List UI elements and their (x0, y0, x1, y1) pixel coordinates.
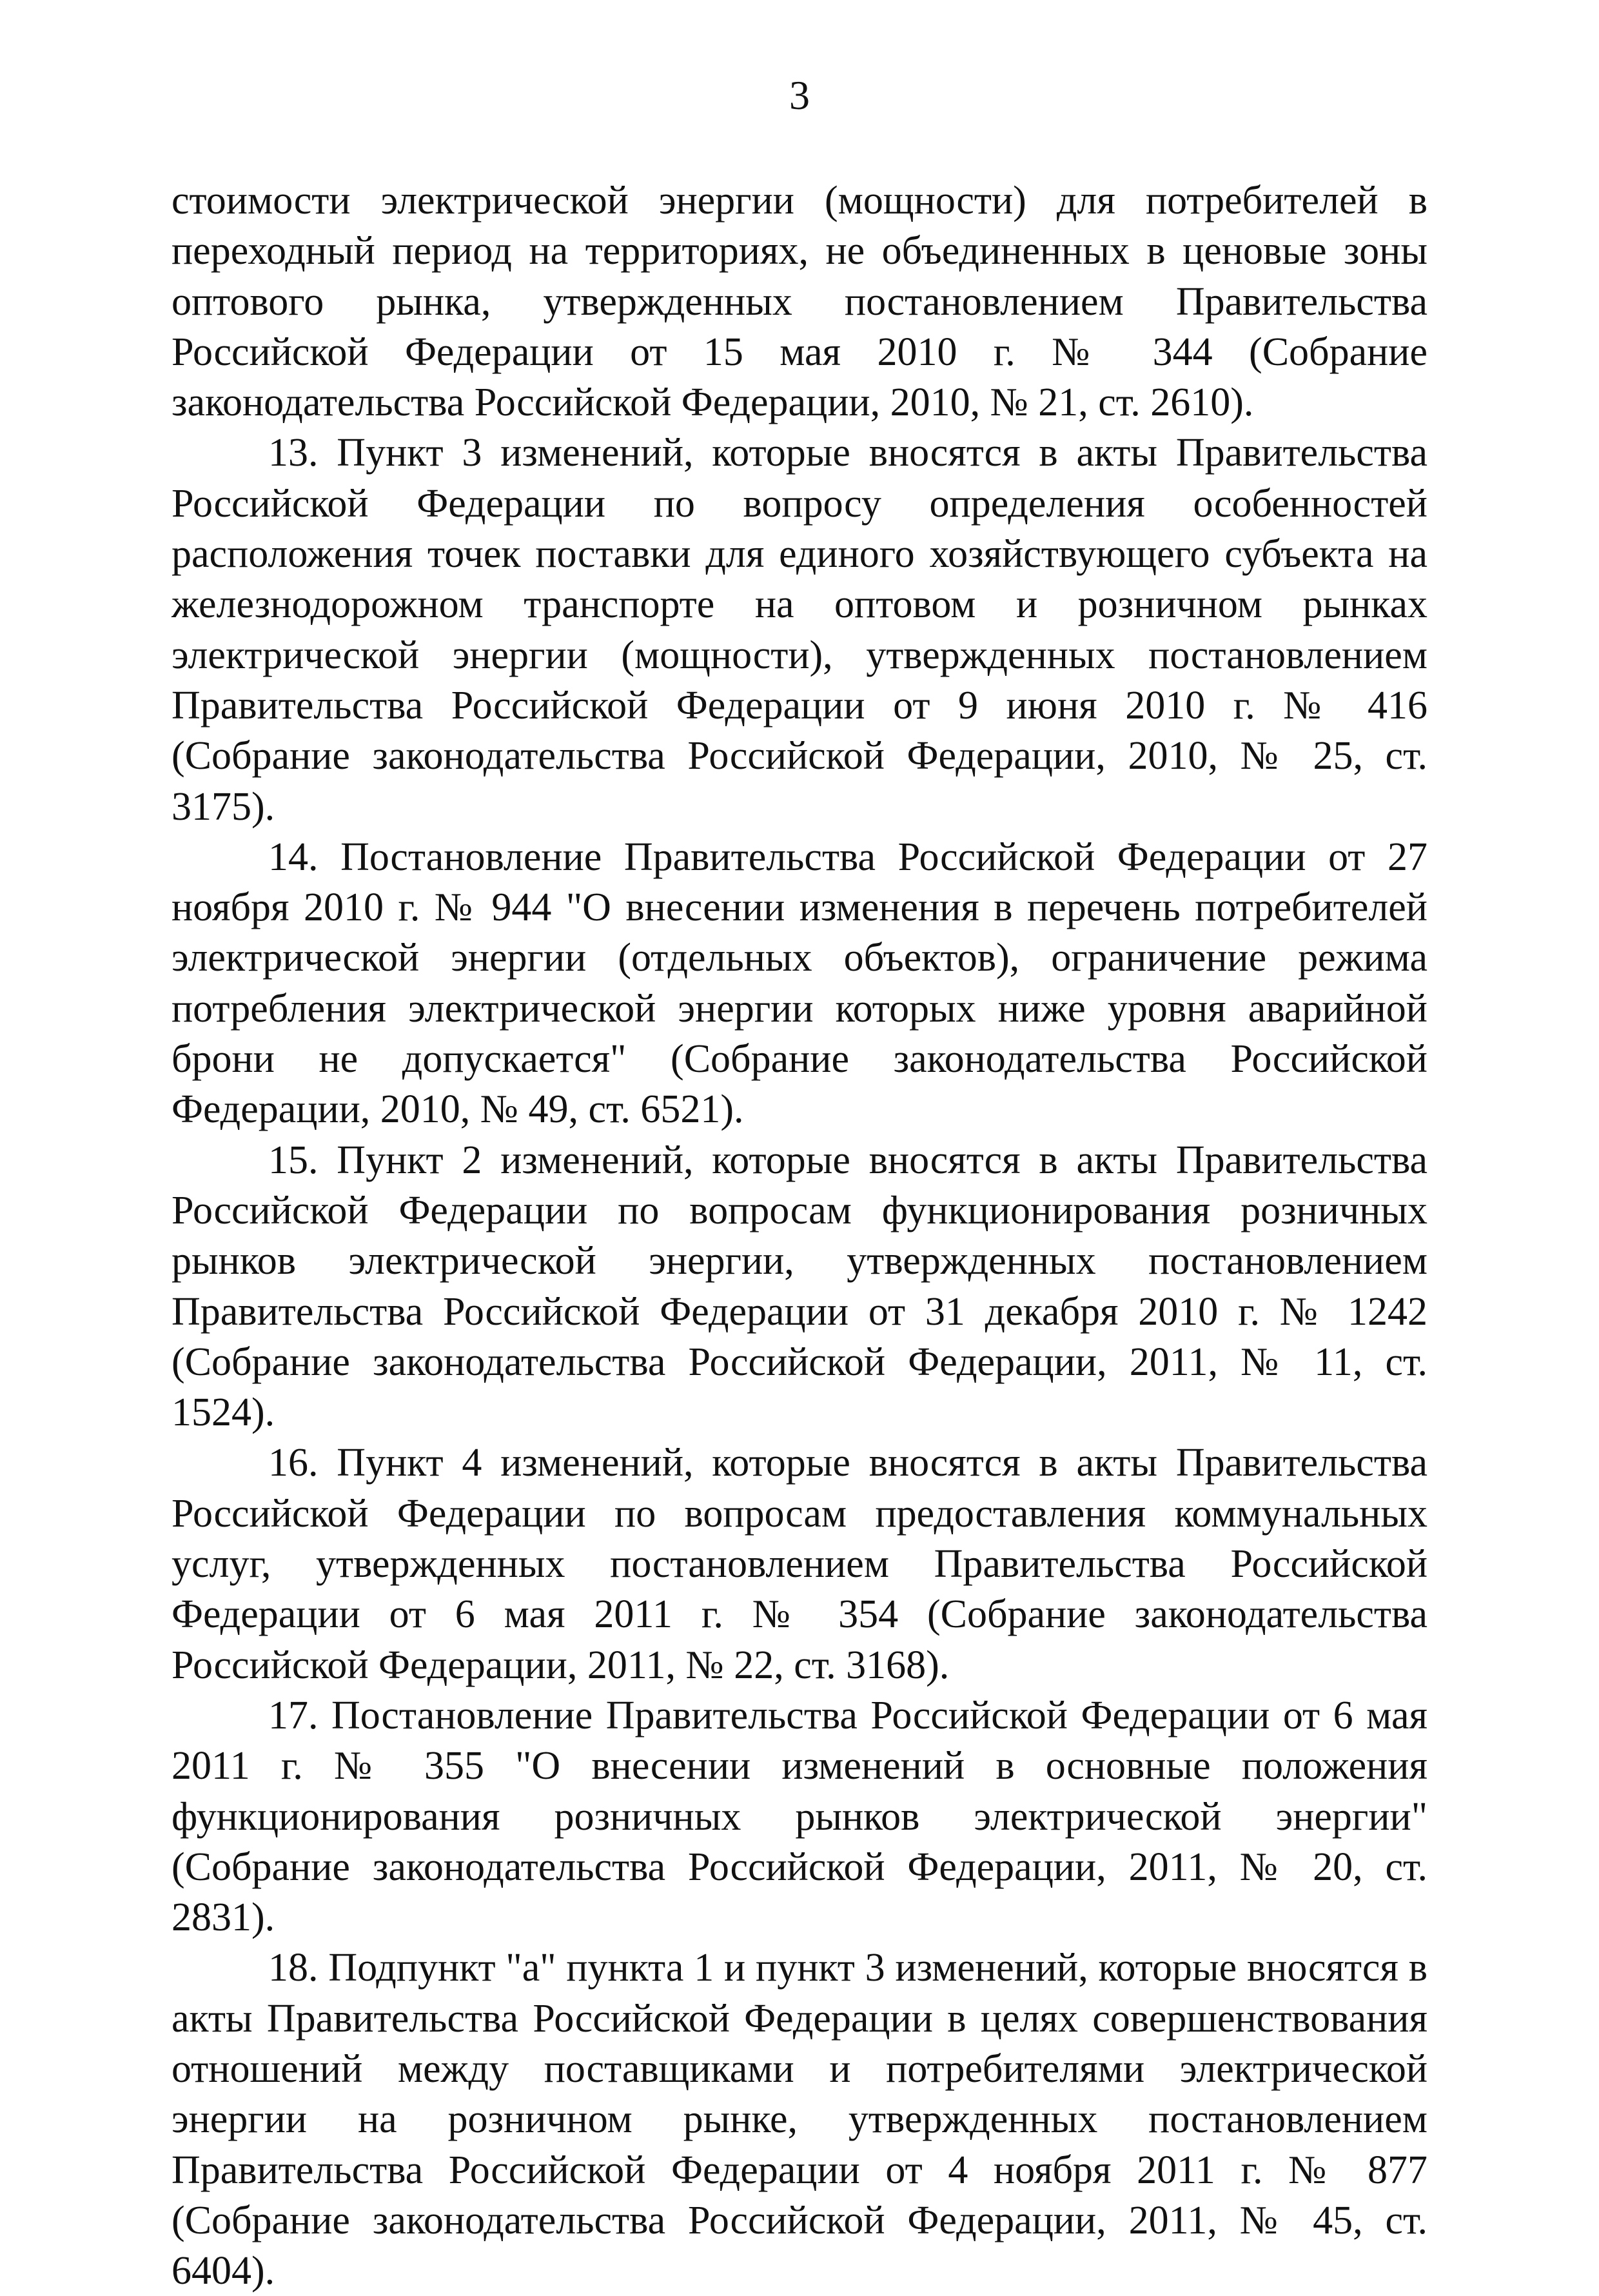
paragraph-item-18: 18. Подпункт "а" пункта 1 и пункт 3 изменений, которые вносятся в акты Правительства Российской Федерации в целях совершенствования отношений между поставщиками и потребителями электрической энергии на розничном рынке, утвержденных постановлением Правительства Российской Федерации от 4 ноября 2011 г. № 877 (Собрание законодательства Российской Федерации, 2011, № 45, ст. 6404). (172, 1946, 1427, 2293)
paragraph-item-17: 17. Постановление Правительства Российской Федерации от 6 мая 2011 г. № 355 "О внесении изменений в основные положения функционирования розничных рынков электрической энергии" (Собрание законодательства Российской Федерации, 2011, № 20, ст. 2831). (172, 1693, 1427, 1940)
document-body (172, 175, 1427, 2296)
paragraph-item-14: 14. Постановление Правительства Российской Федерации от 27 ноября 2010 г. № 944 "О внесении изменения в перечень потребителей электрической энергии (отдельных объектов), ограничение режима потребления электрической энергии которых ниже уровня аварийной брони не допускается" (Собрание законодательства Российской Федерации, 2010, № 49, ст. 6521). (172, 835, 1427, 1132)
paragraph-continuation: стоимости электрической энергии (мощности) для потребителей в переходный период на территориях, не объединенных в ценовые зоны оптового рынка, утвержденных постановлением Правительства Российской Федерации от 15 мая 2010 г. № 344 (Собрание законодательства Российской Федерации, 2010, № 21, ст. 2610). (172, 179, 1427, 425)
paragraph-item-16: 16. Пункт 4 изменений, которые вносятся в акты Правительства Российской Федерации по вопросам предоставления коммунальных услуг, утвержденных постановлением Правительства Российской Федерации от 6 мая 2011 г. № 354 (Собрание законодательства Российской Федерации, 2011, № 22, ст. 3168). (172, 1441, 1427, 1687)
paragraph-item-15: 15. Пункт 2 изменений, которые вносятся в акты Правительства Российской Федерации по вопросам функционирования розничных рынков электрической энергии, утвержденных постановлением Правительства Российской Федерации от 31 декабря 2010 г. № 1242 (Собрание законодательства Российской Федерации, 2011, № 11, ст. 1524). (172, 1138, 1427, 1435)
page-number: 3 (789, 72, 810, 118)
paragraph-item-13: 13. Пункт 3 изменений, которые вносятся в акты Правительства Российской Федерации по вопросу определения особенностей расположения точек поставки для единого хозяйствующего субъекта на железнодорожном транспорте на оптовом и розничном рынках электрической энергии (мощности), утвержденных постановлением Правительства Российской Федерации от 9 июня 2010 г. № 416 (Собрание законодательства Российской Федерации, 2010, № 25, ст. 3175). (172, 431, 1427, 829)
